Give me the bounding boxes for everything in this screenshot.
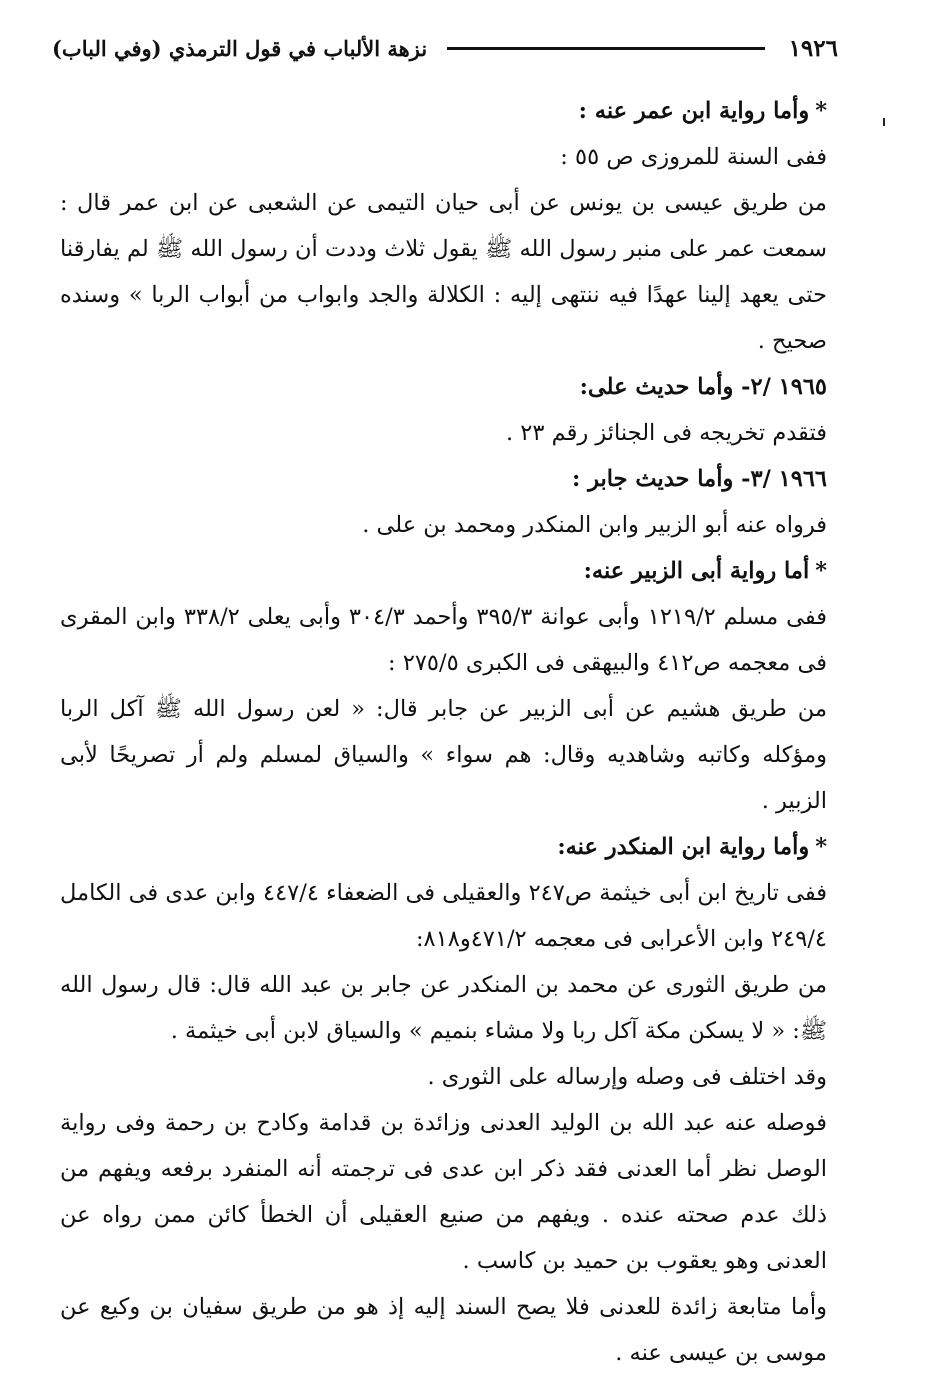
paragraph-thawri-isnad: من طريق الثورى عن محمد بن المنكدر عن جابر بن عبد الله قال: قال رسول الله ﷺ: « لا يسكن مكة آكل ربا ولا مشاء بنميم » والسياق لابن أبى خيثمة .: [60, 972, 827, 1044]
heading-text: أما رواية أبى الزبير عنه:: [583, 558, 810, 584]
heading-abu-zubair: [60, 548, 827, 594]
heading-ibn-munkadir: [60, 824, 827, 870]
paragraph-wasl-analysis: فوصله عنه عبد الله بن الوليد العدنى وزائدة بن قدامة وكادح بن رحمة وفى رواية الوصل نظر أما العدنى فقد ذكر ابن عدى فى ترجمته أنه المنفرد برفعه ويفهم من ذلك عدم صحته عنده . ويفهم من صنيع العقيلى أن الخطأ كائن ممن رواه عن العدنى وهو يعقوب بن حميد بن كاسب .: [60, 1110, 827, 1274]
paragraph-isnad-ibn-umar: من طريق عيسى بن يونس عن أبى حيان التيمى عن الشعبى عن ابن عمر قال : سمعت عمر على منبر رسول الله ﷺ يقول ثلاث وددت أن رسول الله ﷺ لم يفارقنا حتى يعهد إلينا عهدًا فيه ننتهى إليه : الكلالة والجد وابواب من أبواب الربا » وسنده صحيح .: [60, 190, 827, 354]
running-header: [52, 28, 838, 68]
heading-hadith-ali: ١٩٦٥ /٢- وأما حديث على:: [579, 374, 827, 400]
paragraph-source-marwazi: ففى السنة للمروزى ص ٥٥ :: [560, 144, 827, 170]
asterisk-marker: *: [815, 558, 827, 584]
page-number: ١٩٢٦: [788, 34, 838, 62]
heading-text: وأما رواية ابن عمر عنه :: [578, 98, 810, 124]
paragraph-muslim-sources: ففى مسلم ١٢١٩/٢ وأبى عوانة ٣٩٥/٣ وأحمد ٣٠٤/٣ وأبى يعلى ٣٣٨/٢ وابن المقرى فى معجمه ص٤١٢ والبيهقى فى الكبرى ٢٧٥/٥ :: [60, 604, 827, 676]
asterisk-marker: *: [815, 834, 827, 860]
paragraph-ikhtilaf: وقد اختلف فى وصله وإرساله على الثورى .: [427, 1064, 827, 1090]
heading-ibn-umar: [60, 88, 827, 134]
paragraph-zaida-mutaba: وأما متابعة زائدة للعدنى فلا يصح السند إليه إذ هو من طريق سفيان بن وكيع عن موسى بن عيسى عنه .: [60, 1294, 827, 1366]
running-title: نزهة الألباب في قول الترمذي (وفي الباب): [52, 35, 428, 61]
paragraph-ali-reference: فتقدم تخريجه فى الجنائز رقم ٢٣ .: [505, 420, 827, 446]
paragraph-hushaym-isnad: من طريق هشيم عن أبى الزبير عن جابر قال: « لعن رسول الله ﷺ آكل الربا ومؤكله وكاتبه وشاهديه وقال: هم سواء » والسياق لمسلم ولم أر تصريحًا لأبى الزبير .: [60, 696, 827, 814]
asterisk-marker: *: [815, 98, 827, 124]
heading-hadith-jabir: ١٩٦٦ /٣- وأما حديث جابر :: [571, 466, 827, 492]
paragraph-jabir-narrators: فرواه عنه أبو الزبير وابن المنكدر ومحمد بن على .: [362, 512, 827, 538]
heading-text: وأما رواية ابن المنكدر عنه:: [557, 834, 810, 860]
header-rule: [447, 47, 764, 50]
margin-mark: [883, 118, 885, 126]
page-body: [60, 88, 827, 1376]
paragraph-tarikh-sources: ففى تاريخ ابن أبى خيثمة ص٢٤٧ والعقيلى فى الضعفاء ٤٤٧/٤ وابن عدى فى الكامل ٢٤٩/٤ وابن الأعرابى فى معجمه ٤٧١/٢و٨١٨:: [60, 880, 827, 952]
